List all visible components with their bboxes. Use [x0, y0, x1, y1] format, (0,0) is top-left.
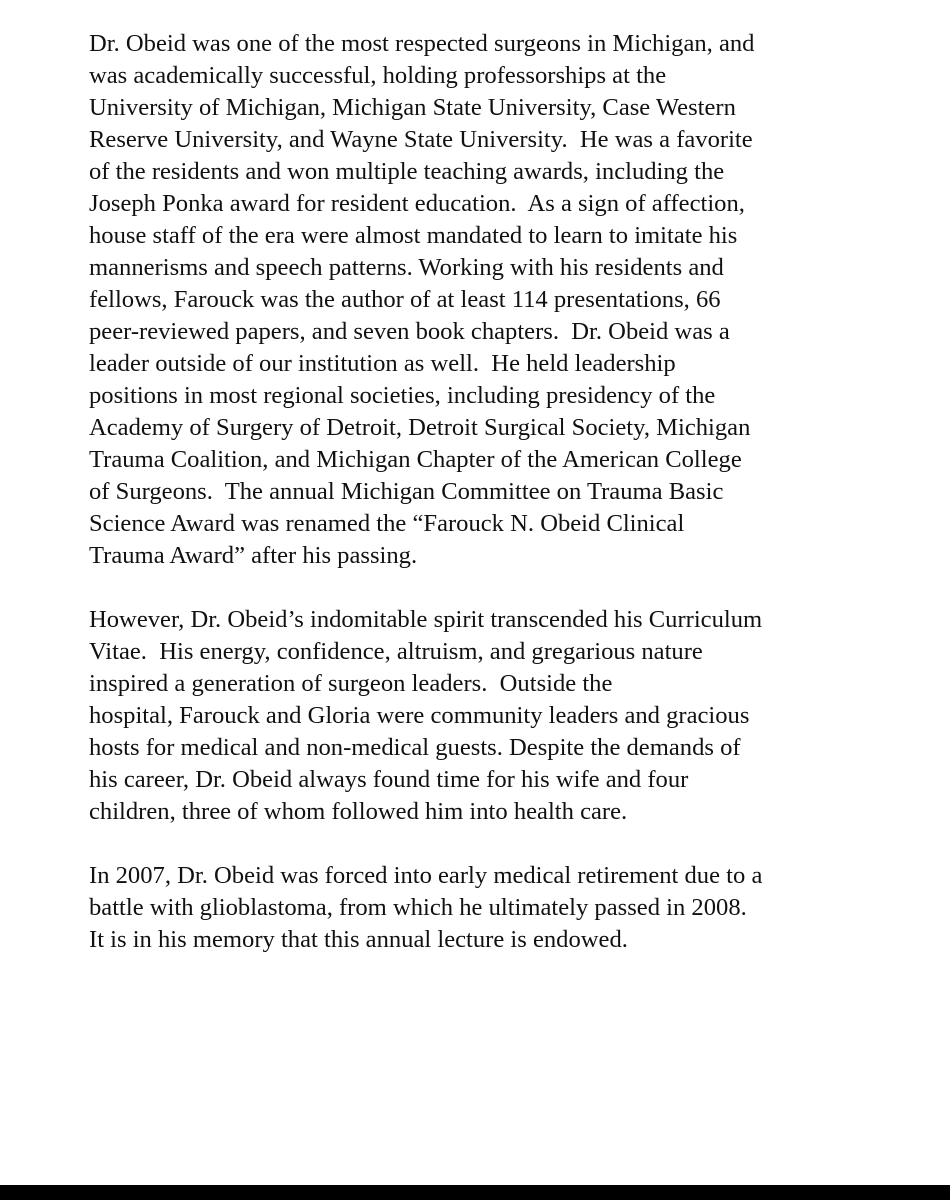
text-line: However, Dr. Obeid’s indomitable spirit transcended his Curriculum — [89, 606, 763, 633]
text-line: Vitae. His energy, confidence, altruism, and gregarious nature — [89, 638, 703, 665]
text-line: Dr. Obeid was one of the most respected surgeons in Michigan, and — [89, 30, 755, 57]
paragraph-spirit — [89, 604, 879, 828]
text-line: fellows, Farouck was the author of at least 114 presentations, 66 — [89, 286, 721, 313]
text-line: inspired a generation of surgeon leaders. Outside the — [89, 670, 613, 697]
text-line: hospital, Farouck and Gloria were community leaders and gracious — [89, 702, 750, 729]
text-line: of the residents and won multiple teaching awards, including the — [89, 158, 725, 185]
text-line: University of Michigan, Michigan State University, Case Western — [89, 94, 736, 121]
text-line: mannerisms and speech patterns. Working with his residents and — [89, 254, 724, 281]
paragraph-retirement — [89, 860, 879, 956]
text-line: positions in most regional societies, including presidency of the — [89, 382, 716, 409]
text-line: children, three of whom followed him into health care. — [89, 798, 628, 825]
text-line: Trauma Award” after his passing. — [89, 542, 418, 569]
text-line: of Surgeons. The annual Michigan Committee on Trauma Basic — [89, 478, 724, 505]
text-line: Trauma Coalition, and Michigan Chapter of the American College — [89, 446, 742, 473]
document-body — [89, 28, 879, 956]
text-line: It is in his memory that this annual lecture is endowed. — [89, 926, 628, 953]
text-line: Academy of Surgery of Detroit, Detroit Surgical Society, Michigan — [89, 414, 751, 441]
text-line: battle with glioblastoma, from which he ultimately passed in 2008. — [89, 894, 747, 921]
text-line: leader outside of our institution as well. He held leadership — [89, 350, 676, 377]
text-line: hosts for medical and non-medical guests. Despite the demands of — [89, 734, 741, 761]
text-line: house staff of the era were almost mandated to learn to imitate his — [89, 222, 738, 249]
text-line: Science Award was renamed the “Farouck N. Obeid Clinical — [89, 510, 685, 537]
text-line: Reserve University, and Wayne State University. He was a favorite — [89, 126, 753, 153]
paragraph-career — [89, 28, 879, 572]
text-line: his career, Dr. Obeid always found time for his wife and four — [89, 766, 689, 793]
text-line: Joseph Ponka award for resident education. As a sign of affection, — [89, 190, 745, 217]
text-line: was academically successful, holding professorships at the — [89, 62, 667, 89]
bottom-edge-bar — [0, 1185, 950, 1200]
paragraph-spacer — [89, 572, 879, 604]
text-line: In 2007, Dr. Obeid was forced into early medical retirement due to a — [89, 862, 763, 889]
paragraph-spacer — [89, 828, 879, 860]
text-line: peer-reviewed papers, and seven book chapters. Dr. Obeid was a — [89, 318, 730, 345]
